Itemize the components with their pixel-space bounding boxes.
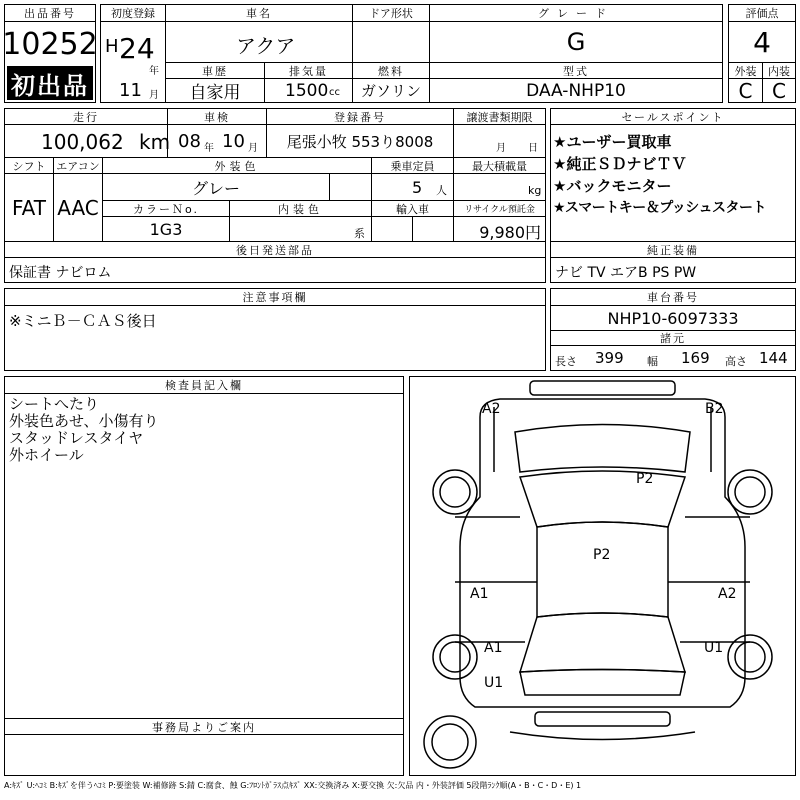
notes-cell <box>4 305 546 371</box>
lot-number-cell <box>4 21 96 103</box>
recycle-value: 9,980円 <box>479 223 541 242</box>
transfer-month-unit: 月 <box>496 143 506 154</box>
load-unit: kg <box>528 184 542 197</box>
mileage-unit: km <box>139 130 171 154</box>
first-reg-label: 初度登録 <box>100 4 166 22</box>
lot-label: 出品番号 <box>4 4 96 22</box>
model-label: 型式 <box>429 62 723 79</box>
color-no-label: カラーＮo. <box>102 200 230 217</box>
inspection-year: 08 <box>178 131 201 152</box>
score-label: 評価点 <box>728 4 796 22</box>
transfer-day-unit: 日 <box>528 143 538 154</box>
model-value: DAA-NHP10 <box>429 78 723 103</box>
era: H <box>105 36 119 57</box>
selling-point: ★ユーザー買取車 <box>553 133 672 151</box>
inspector-line: 外ホイール <box>9 446 84 464</box>
car-outline <box>410 377 795 775</box>
legend: A:ｷｽﾞ U:ﾍｺﾐ B:ｷｽﾞを伴うﾍｺﾐ P:要塗装 W:補修跡 S:錆 C:腐食、蝕 G:ﾌﾛﾝﾄｶﾞﾗｽ点ｷｽﾞ XX:交換済み X:要交換 欠:欠品 内・外装評価 5段階ﾗﾝｸ順(A・B・C・D・E) 1 <box>4 781 582 790</box>
first-reg-cell <box>100 21 166 103</box>
damage-diagram <box>409 376 796 776</box>
damage-mark: P2 <box>593 547 611 563</box>
notes-value: ※ミニＢ－ＣＡＳ後日 <box>9 312 157 330</box>
reg-month: 11 <box>119 80 142 101</box>
fuel-value: ガソリン <box>352 78 430 103</box>
selling-points-label: セールスポイント <box>550 108 796 125</box>
damage-mark: B2 <box>705 401 724 417</box>
damage-mark: A2 <box>482 401 501 417</box>
mileage-label: 走行 <box>4 108 168 125</box>
office-cell <box>4 734 404 776</box>
displacement-unit: cc <box>329 87 340 98</box>
int-score: C <box>762 78 796 103</box>
ext-color-value: グレー <box>102 173 330 201</box>
inspector-label: 検査員記入欄 <box>4 376 404 394</box>
selling-point: ★純正ＳＤナビＴＶ <box>553 155 687 173</box>
displacement-cell <box>264 78 353 103</box>
dimensions-cell <box>550 345 796 371</box>
capacity-cell <box>371 173 454 201</box>
shift-label: シフト <box>4 157 54 174</box>
selling-point: ★スマートキー＆プッシュスタート <box>553 200 767 216</box>
reg-year: 24 <box>119 32 155 65</box>
int-color-cell <box>229 216 372 242</box>
inspection-year-unit: 年 <box>204 143 214 154</box>
car-name: アクア <box>236 34 296 58</box>
damage-mark: A1 <box>470 586 489 602</box>
lot-number: 10252 <box>2 26 98 62</box>
selling-point: ★バックモニター <box>553 177 672 195</box>
load-cell <box>453 173 546 201</box>
later-parts-cell <box>4 257 546 283</box>
door-value <box>352 21 430 63</box>
dimensions-label: 諸元 <box>550 330 796 346</box>
damage-mark: A1 <box>484 640 503 656</box>
score-value: 4 <box>728 21 796 63</box>
office-label: 事務局よりご案内 <box>4 718 404 735</box>
height-label: 高さ <box>725 355 747 368</box>
ext-color-label: 外装色 <box>102 157 372 174</box>
transfer-label: 譲渡書類期限 <box>453 108 546 125</box>
int-color-label: 内装色 <box>229 200 372 217</box>
import-cell-b <box>412 216 454 242</box>
recycle-cell <box>453 216 546 242</box>
door-label: ドア形状 <box>352 4 430 22</box>
shift-value: FAT <box>4 173 54 242</box>
damage-mark: A2 <box>718 586 737 602</box>
first-listing-badge: 初出品 <box>7 66 93 100</box>
capacity-label: 乗車定員 <box>371 157 454 174</box>
import-cell-a <box>371 216 413 242</box>
length-value: 399 <box>595 349 624 367</box>
damage-mark: P2 <box>636 471 654 487</box>
car-name-label: 車名 <box>165 4 353 22</box>
later-parts-value: 保証書 ナビロム <box>9 265 112 281</box>
history-value: 自家用 <box>165 78 265 103</box>
aircon-value: AAC <box>53 173 103 242</box>
equipment-cell <box>550 257 796 283</box>
ext-score-label: 外装 <box>728 62 763 79</box>
recycle-label: リサイクル預託金 <box>453 200 546 217</box>
capacity-unit: 人 <box>436 184 447 197</box>
displacement-label: 排気量 <box>264 62 353 79</box>
inspector-line: スタッドレスタイヤ <box>9 429 144 447</box>
inspection-cell <box>167 124 267 158</box>
reg-month-unit: 月 <box>149 90 159 101</box>
width-label: 幅 <box>647 355 658 368</box>
width-value: 169 <box>681 349 710 367</box>
aircon-label: エアコン <box>53 157 103 174</box>
damage-mark: U1 <box>484 675 504 691</box>
color-no-value: 1G3 <box>102 216 230 242</box>
notes-label: 注意事項欄 <box>4 288 546 306</box>
equipment-label: 純正装備 <box>550 241 796 258</box>
import-label: 輸入車 <box>371 200 454 217</box>
length-label: 長さ <box>555 355 577 368</box>
chassis-label: 車台番号 <box>550 288 796 306</box>
selling-points-cell <box>550 124 796 242</box>
inspector-line: シートへたり <box>9 395 100 413</box>
equipment-value: ナビ TV エアB PS PW <box>555 265 697 281</box>
ext-color-extra <box>329 173 372 201</box>
grade-value: G <box>429 21 723 63</box>
inspection-month-unit: 月 <box>248 143 258 154</box>
grade-label: グレード <box>429 4 723 22</box>
mileage-cell <box>4 124 171 158</box>
capacity-value: 5 <box>412 178 423 197</box>
reg-number-value: 尾張小牧 553り8008 <box>266 124 454 158</box>
chassis-value: NHP10-6097333 <box>550 305 796 331</box>
inspector-cell <box>4 393 404 719</box>
inspection-label: 車検 <box>167 108 267 125</box>
height-value: 144 <box>759 349 788 367</box>
reg-number-label: 登録番号 <box>266 108 454 125</box>
reg-year-unit: 年 <box>149 66 159 77</box>
mileage-value: 100,062 <box>41 130 124 154</box>
load-label: 最大積載量 <box>453 157 546 174</box>
history-label: 車歴 <box>165 62 265 79</box>
transfer-cell <box>453 124 546 158</box>
int-color-unit: 系 <box>354 227 365 240</box>
displacement-value: 1500 <box>285 81 329 101</box>
ext-score: C <box>728 78 763 103</box>
fuel-label: 燃料 <box>352 62 430 79</box>
int-score-label: 内装 <box>762 62 796 79</box>
later-parts-label: 後日発送部品 <box>4 241 546 258</box>
damage-mark: U1 <box>704 640 724 656</box>
car-name-cell <box>165 21 353 63</box>
inspector-line: 外装色あせ、小傷有り <box>9 412 159 430</box>
inspection-month: 10 <box>222 131 245 152</box>
